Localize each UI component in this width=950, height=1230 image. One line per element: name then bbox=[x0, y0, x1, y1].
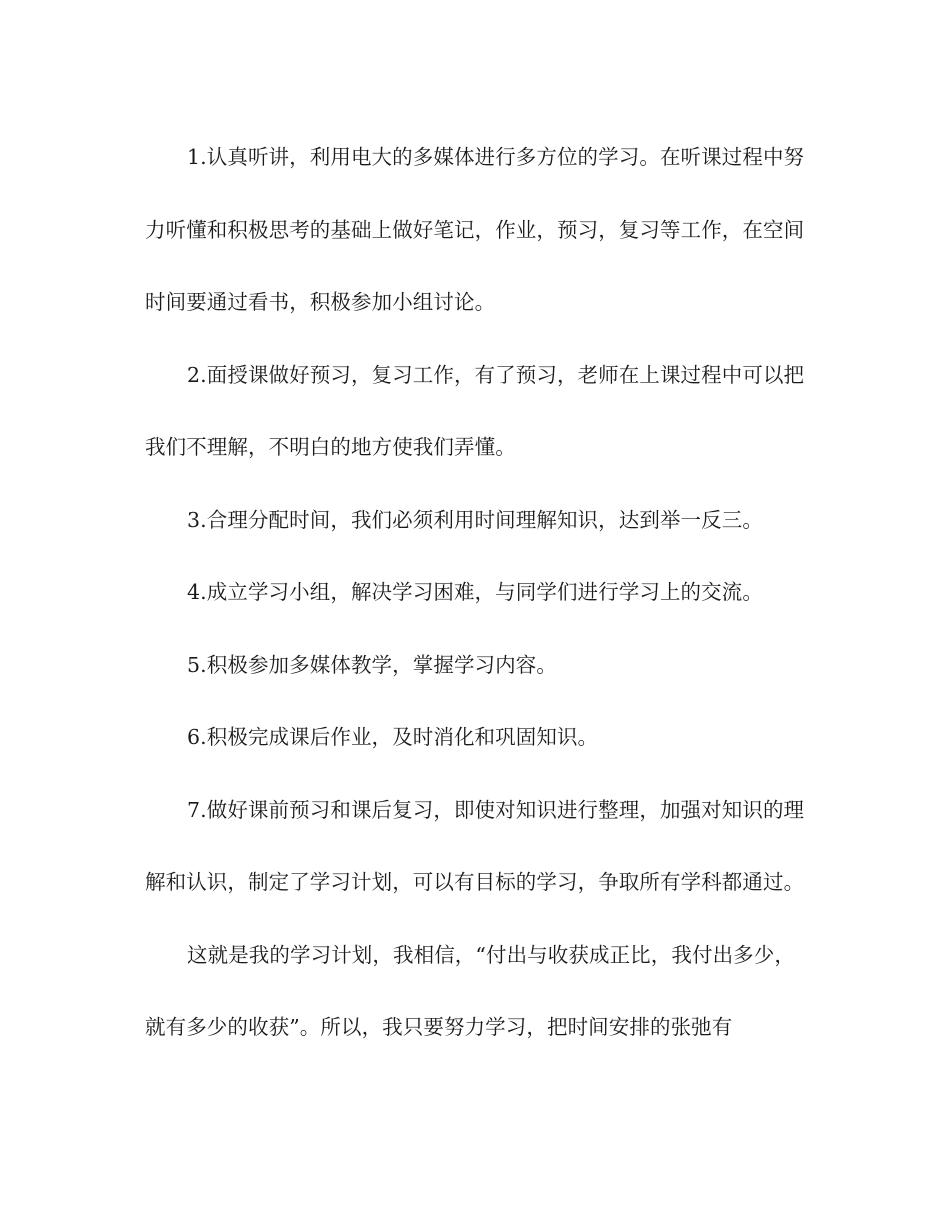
paragraph-item-5: 5.积极参加多媒体教学，掌握学习内容。 bbox=[187, 652, 557, 677]
paragraph-item-4: 4.成立学习小组，解决学习困难，与同学们进行学习上的交流。 bbox=[187, 580, 763, 604]
paragraph-item-3: 3.合理分配时间，我们必须利用时间理解知识，达到举一反三。 bbox=[187, 507, 763, 532]
closing-paragraph: 这就是我的学习计划，我相信，“付出与收获成正比，我付出多少，就有多少的收获”。所以，我只要努力学习，把时间安排的张弛有 bbox=[145, 942, 795, 1039]
paragraph-item-6: 6.积极完成课后作业，及时消化和巩固知识。 bbox=[187, 725, 599, 749]
paragraph-item-7: 7.做好课前预习和课后复习，即使对知识进行整理，加强对知识的理解和认识，制定了学习计划，可以有目标的学习，争取所有学科都通过。 bbox=[145, 797, 805, 894]
paragraph-item-1: 1.认真听讲，利用电大的多媒体进行多方位的学习。在听课过程中努力听懂和积极思考的基础上做好笔记，作业，预习，复习等工作，在空间时间要通过看书，积极参加小组讨论。 bbox=[145, 145, 805, 314]
document-body bbox=[145, 121, 815, 1064]
paragraph-item-2: 2.面授课做好预习，复习工作，有了预习，老师在上课过程中可以把我们不理解，不明白的地方使我们弄懂。 bbox=[145, 362, 805, 459]
